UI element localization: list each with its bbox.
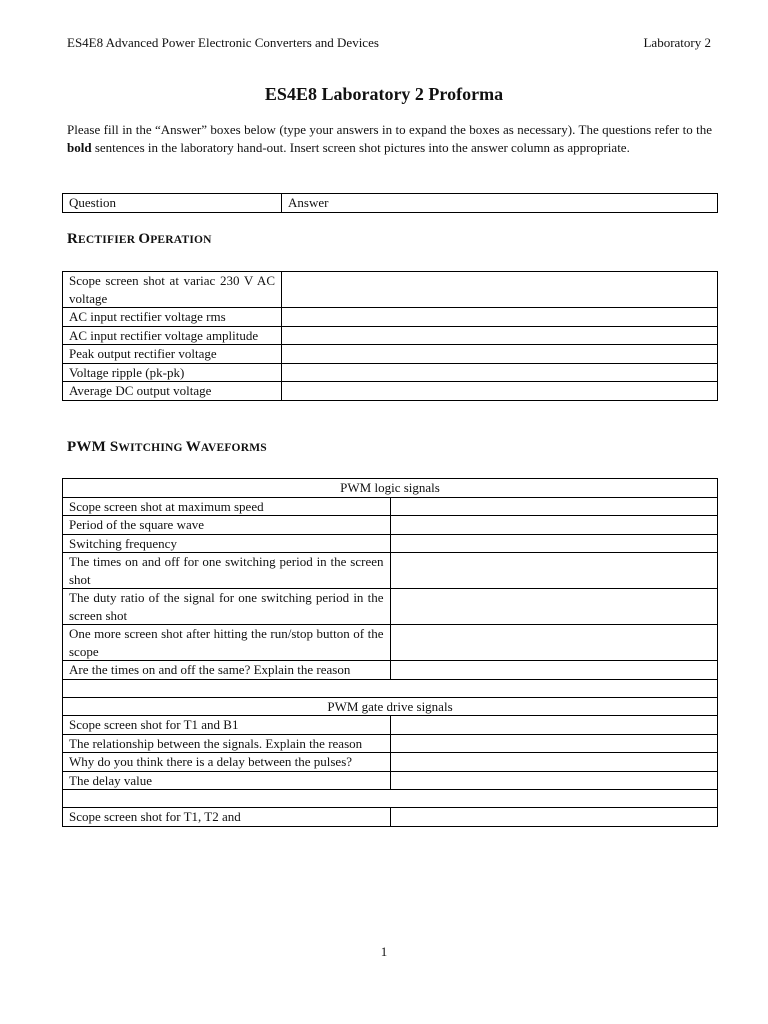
question-cell: Average DC output voltage: [63, 382, 282, 401]
question-cell: AC input rectifier voltage amplitude: [63, 326, 282, 345]
question-cell: Voltage ripple (pk-pk): [63, 363, 282, 382]
table-spacer-row: [63, 790, 718, 808]
intro-paragraph: [67, 121, 712, 157]
question-answer-header-table: [62, 193, 718, 213]
answer-cell[interactable]: [282, 345, 718, 364]
answer-cell[interactable]: [390, 716, 718, 735]
question-cell: The duty ratio of the signal for one switching period in the screen shot: [63, 589, 391, 625]
question-cell: One more screen shot after hitting the run/stop button of the scope: [63, 625, 391, 661]
pwm-table: [62, 478, 718, 827]
question-column-header: Question: [63, 194, 282, 213]
question-cell: The delay value: [63, 771, 391, 790]
question-cell: Scope screen shot at maximum speed: [63, 497, 391, 516]
answer-cell[interactable]: [390, 589, 718, 625]
answer-cell[interactable]: [390, 497, 718, 516]
answer-cell[interactable]: [390, 661, 718, 680]
table-row: [63, 553, 718, 589]
question-cell: Scope screen shot at variac 230 V AC voltage: [63, 272, 282, 308]
table-row: [63, 716, 718, 735]
table-row: [63, 808, 718, 827]
question-cell: Period of the square wave: [63, 516, 391, 535]
table-group-title-row: [63, 697, 718, 716]
answer-cell[interactable]: [390, 808, 718, 827]
table-spacer-row: [63, 679, 718, 697]
group-title-pwm-gate-drive: PWM gate drive signals: [63, 697, 718, 716]
table-row: [63, 382, 718, 401]
question-cell: Switching frequency: [63, 534, 391, 553]
table-row: [63, 661, 718, 680]
table-row: [63, 625, 718, 661]
table-row: [63, 308, 718, 327]
answer-cell[interactable]: [390, 553, 718, 589]
intro-text-2: sentences in the laboratory hand-out. Insert screen shot pictures into the answer column as appropriate.: [91, 140, 630, 155]
answer-cell[interactable]: [390, 534, 718, 553]
table-row: [63, 534, 718, 553]
answer-column-header: Answer: [282, 194, 718, 213]
question-cell: Peak output rectifier voltage: [63, 345, 282, 364]
table-row: [63, 771, 718, 790]
section-heading-pwm-switching: PWM SWITCHING WAVEFORMS: [67, 439, 267, 455]
table-row: [63, 363, 718, 382]
table-group-title-row: [63, 479, 718, 498]
spacer-cell: [63, 790, 718, 808]
rectifier-table: [62, 271, 718, 401]
header-course-title: ES4E8 Advanced Power Electronic Converters and Devices: [67, 35, 379, 50]
question-cell: AC input rectifier voltage rms: [63, 308, 282, 327]
table-row: [63, 345, 718, 364]
question-cell: Are the times on and off the same? Explain the reason: [63, 661, 391, 680]
intro-bold-word: bold: [67, 140, 92, 155]
table-row: [63, 753, 718, 772]
answer-cell[interactable]: [390, 734, 718, 753]
section-heading-rectifier: RECTIFIER OPERATION: [67, 231, 212, 247]
question-cell: Why do you think there is a delay between the pulses?: [63, 753, 391, 772]
question-cell: Scope screen shot for T1 and B1: [63, 716, 391, 735]
answer-cell[interactable]: [282, 272, 718, 308]
page-number: 1: [380, 944, 388, 959]
table-row: [63, 272, 718, 308]
answer-cell[interactable]: [282, 382, 718, 401]
spacer-cell: [63, 679, 718, 697]
answer-cell[interactable]: [390, 753, 718, 772]
answer-cell[interactable]: [282, 363, 718, 382]
header-lab-number: Laboratory 2: [643, 35, 711, 50]
table-row: [63, 516, 718, 535]
page-title: ES4E8 Laboratory 2 Proforma: [264, 84, 504, 104]
answer-cell[interactable]: [390, 516, 718, 535]
table-row: [63, 497, 718, 516]
question-cell: The relationship between the signals. Explain the reason: [63, 734, 391, 753]
answer-cell[interactable]: [282, 326, 718, 345]
table-row: [63, 326, 718, 345]
table-row: [63, 734, 718, 753]
group-title-pwm-logic: PWM logic signals: [63, 479, 718, 498]
table-row: [63, 589, 718, 625]
intro-text-1: Please fill in the “Answer” boxes below (type your answers in to expand the boxes as necessary). The questions refer to the: [67, 122, 712, 137]
answer-cell[interactable]: [390, 771, 718, 790]
question-cell: The times on and off for one switching period in the screen shot: [63, 553, 391, 589]
question-cell: Scope screen shot for T1, T2 and: [63, 808, 391, 827]
answer-cell[interactable]: [390, 625, 718, 661]
answer-cell[interactable]: [282, 308, 718, 327]
